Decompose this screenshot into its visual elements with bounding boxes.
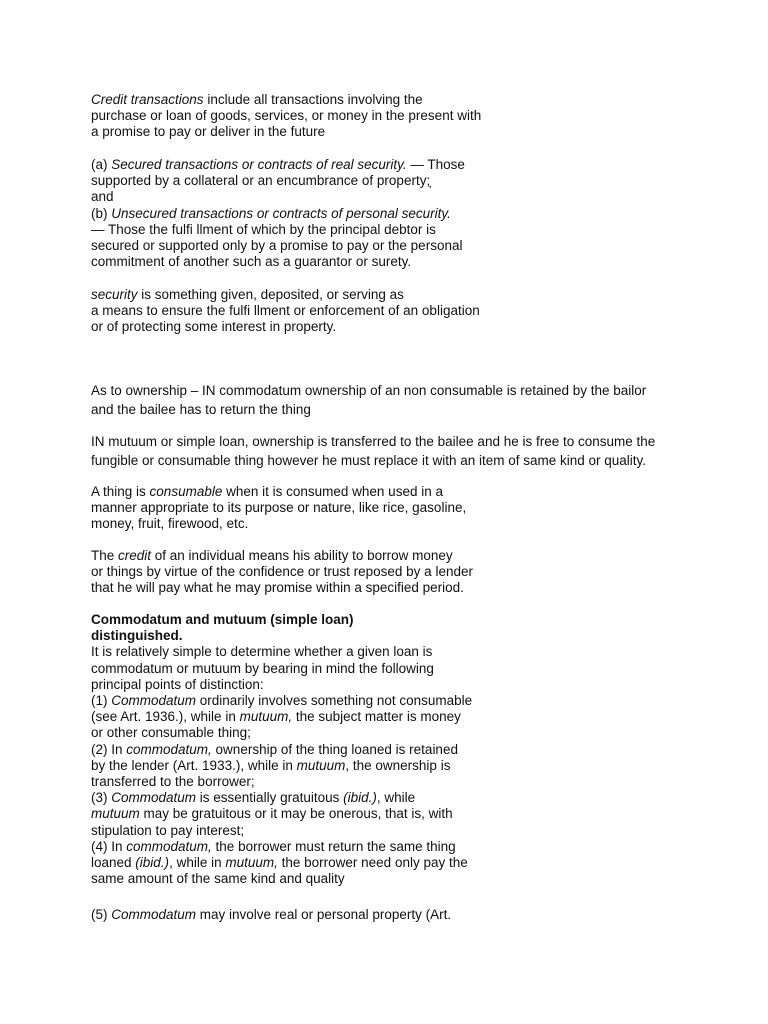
paragraph-credit-transactions: Credit transactions include all transactions involving the purchase or loan of goods, services, or money in the present with a promise to pay or deliver in the future [91, 92, 482, 140]
section-commodatum-mutuum: Commodatum and mutuum (simple loan) distinguished. It is relatively simple to determine whether a given loan is commodatum or mutuum by bearing in mind the following principal points of distinction: (1) Commodatum ordinarily involves something not consumable (see Art. 1936.), while in mutuum, the subject matter is money or other consumable thing; (2) In commodatum, ownership of the thing loaned is retained by the lender (Art. 1933.), while in mutuum, the ownership is transferred to the borrower; (3) Commodatum is essentially gratuitous (ibid.), while mutuum may be gratuitous or it may be onerous, that is, with stipulation to pay interest; (4) In commodatum, the borrower must return the same thing loaned (ibid.), while in mutuum, the borrower need only pay the same amount of the same kind and quality [91, 612, 473, 887]
term-security: security [91, 287, 138, 302]
paragraph-point-5 [91, 907, 451, 923]
term-unsecured-transactions: Unsecured transactions or contracts of personal security. [111, 205, 451, 221]
distinction-point-5: (5) Commodatum may involve real or personal property (Art. [91, 907, 452, 922]
section-heading-continued: distinguished. [91, 628, 183, 644]
paragraph-ownership: As to ownership – IN commodatum ownership of an non consumable is retained by the bailor and the bailee has to return the thing [91, 383, 647, 417]
section-heading: Commodatum and mutuum (simple loan) [91, 612, 354, 627]
paragraph-secured-unsecured: (a) Secured transactions or contracts of real security. — Those supported by a collateral or an encumbrance of property;̦ and (b) Unsecured transactions or contracts of personal security. — Those the fulfi llment of which by the principal debtor is secured or supported only by a promise to pay or the personal commitment of another such as a guarantor or surety. [91, 157, 465, 270]
distinction-point-1: (1) Commodatum ordinarily involves something not consumable [91, 693, 473, 709]
term-secured-transactions: Secured transactions or contracts of real security. [111, 157, 407, 172]
distinction-point-4: (4) In commodatum, the borrower must return the same thing [91, 838, 456, 854]
paragraph-mutuum: IN mutuum or simple loan, ownership is transferred to the bailee and he is free to consume the fungible or consumable thing however he must replace it with an item of same kind or quality. [91, 434, 656, 468]
term-consumable: consumable [149, 484, 223, 499]
term-credit-transactions: Credit transactions [91, 92, 204, 107]
paragraph-consumable: A thing is consumable when it is consumed when used in a manner appropriate to its purpose or nature, like rice, gasoline, money, fruit, firewood, etc. [91, 484, 467, 532]
term-credit: credit [118, 548, 152, 563]
distinction-point-2: (2) In commodatum, ownership of the thing loaned is retained [91, 741, 458, 757]
paragraph-credit-definition: The credit of an individual means his ability to borrow money or things by virtue of the confidence or trust reposed by a lender that he will pay what he may promise within a specified period. [91, 548, 473, 596]
distinction-point-3: (3) Commodatum is essentially gratuitous (ibid.), while [91, 790, 416, 806]
paragraph-security: security is something given, deposited, or serving as a means to ensure the fulfi llment or enforcement of an obligation or of protecting some interest in property. [91, 287, 480, 335]
